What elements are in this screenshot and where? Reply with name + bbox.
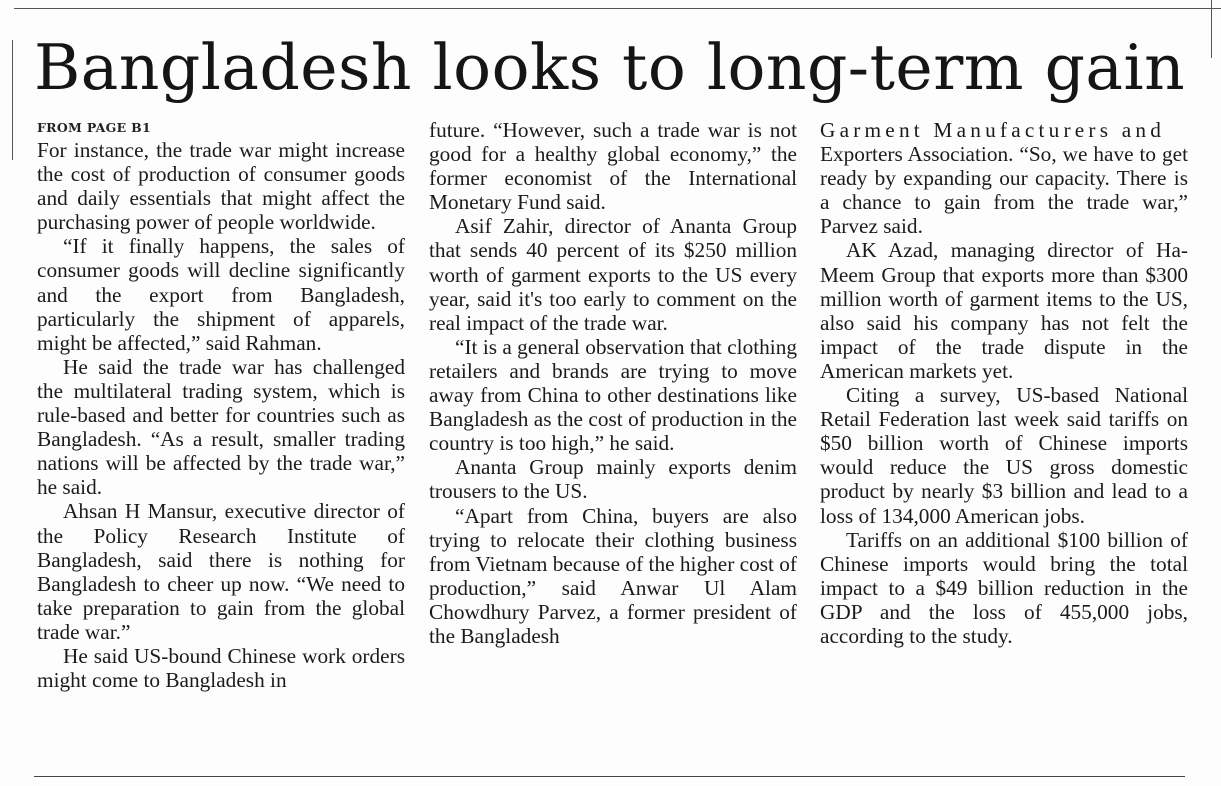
paragraph: Ahsan H Mansur, executive director of the Policy Research Institute of Bangladesh, said there is nothing for Bangladesh to cheer up now. “We need to take preparation to gain from the global trade war.” bbox=[37, 499, 405, 644]
paragraph: Exporters Association. “So, we have to get ready by expanding our capacity. There is a chance to gain from the trade war,” Parvez said. bbox=[820, 142, 1188, 239]
paragraph: He said the trade war has challenged the multilateral trading system, which is rule-based and better for countries such as Bangladesh. “As a result, smaller trading nations will be affected by the trade war,” he said. bbox=[37, 354, 405, 500]
paragraph: AK Azad, managing director of Ha-Meem Group that exports more than $300 million worth of garment items to the US, also said his company has not felt the impact of the trade dispute in the American markets yet. bbox=[820, 238, 1188, 383]
headline: Bangladesh looks to long-term gain bbox=[34, 31, 1186, 104]
paragraph: Citing a survey, US-based National Retail Federation last week said tariffs on $50 billion worth of Chinese imports would reduce the US gross domestic product by nearly $3 billion and lead to a loss of 134,000 American jobs. bbox=[820, 383, 1188, 528]
paragraph: For instance, the trade war might increase the cost of production of consumer goods and daily essentials that might affect the purchasing power of people worldwide. bbox=[37, 138, 405, 235]
paragraph: Asif Zahir, director of Ananta Group that sends 40 percent of its $250 million worth of garment exports to the US every year, said it's too early to comment on the real impact of the trade war. bbox=[429, 214, 797, 335]
article-column-1 bbox=[37, 118, 405, 692]
right-rule bbox=[1211, 0, 1212, 58]
paragraph: He said US-bound Chinese work orders might come to Bangladesh in bbox=[37, 643, 405, 693]
paragraph: “If it finally happens, the sales of consumer goods will decline significantly and the export from Bangladesh, particularly the shipment of apparels, might be affected,” said Rahman. bbox=[37, 234, 405, 355]
paragraph: “Apart from China, buyers are also trying to relocate their clothing business from Vietnam because of the higher cost of production,” said Anwar Ul Alam Chowdhury Parvez, a former president of the Bangladesh bbox=[429, 503, 797, 648]
article-column-2 bbox=[429, 118, 797, 648]
bottom-rule bbox=[34, 776, 1185, 777]
paragraph: Tariffs on an additional $100 billion of Chinese imports would bring the total impact to a $49 billion reduction in the GDP and the loss of 455,000 jobs, according to the study. bbox=[820, 527, 1188, 648]
paragraph: “It is a general observation that clothing retailers and brands are trying to move away from China to other destinations like Bangladesh as the cost of production in the country is too high,” he said. bbox=[429, 334, 797, 456]
paragraph: Ananta Group mainly exports denim trousers to the US. bbox=[429, 455, 797, 504]
kicker-from-page: FROM PAGE B1 bbox=[37, 120, 151, 135]
top-rule bbox=[14, 8, 1221, 9]
article-column-3 bbox=[820, 118, 1188, 648]
paragraph: Garment Manufacturers and bbox=[820, 118, 1166, 142]
left-rule bbox=[12, 40, 13, 160]
paragraph: future. “However, such a trade war is not good for a healthy global economy,” the former economist of the International Monetary Fund said. bbox=[429, 118, 797, 215]
